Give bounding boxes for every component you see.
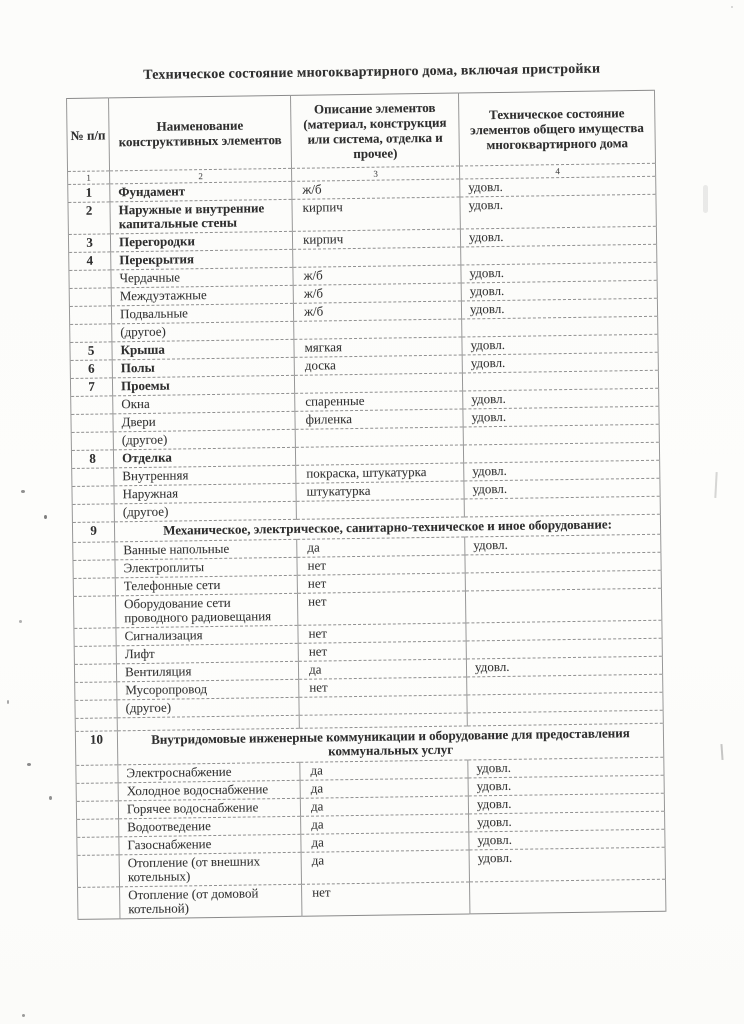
element-name-cell: Отопление (от внешних котельных) — [119, 852, 301, 887]
row-number-cell: 2 — [68, 202, 110, 235]
element-name-cell: Двери — [113, 411, 295, 432]
row-number-cell: 10 — [75, 731, 117, 766]
row-number-cell — [74, 646, 116, 665]
scan-speck — [44, 515, 47, 519]
element-name-cell: Оборудование сети проводного радиовещания — [115, 593, 297, 628]
description-cell: да — [298, 659, 466, 679]
description-cell — [294, 373, 462, 393]
description-cell: доска — [294, 355, 462, 375]
element-name-cell: Проемы — [112, 375, 294, 396]
header-element-name: Наименование конструктивных элементов — [109, 95, 292, 171]
element-name-cell: Горячее водоснабжение — [118, 798, 300, 819]
row-number-cell: 3 — [68, 234, 110, 253]
column-index: 2 — [110, 168, 292, 184]
row-number-cell — [77, 819, 119, 838]
description-cell: спаренные — [295, 391, 463, 411]
description-cell: нет — [297, 555, 465, 575]
description-cell: нет — [297, 591, 465, 625]
element-name-cell: Крыша — [112, 339, 294, 360]
description-cell: кирпич — [292, 197, 460, 231]
description-cell: да — [300, 778, 468, 798]
element-name-cell: (другое) — [112, 321, 294, 342]
element-name-cell: Водоотведение — [119, 816, 301, 837]
row-number-cell: 5 — [70, 342, 112, 361]
element-name-cell: Перегородки — [110, 231, 292, 252]
condition-cell — [465, 588, 661, 623]
condition-cell — [469, 879, 665, 914]
row-number-cell — [69, 288, 111, 307]
condition-cell: удовл. — [464, 478, 660, 499]
element-name-cell: (другое) — [113, 429, 295, 450]
header-condition: Техническое состояние элементов общего имущества многоквартирного дома — [458, 90, 655, 166]
row-number-cell — [69, 306, 111, 325]
row-number-cell — [73, 560, 115, 579]
condition-cell: удовл. — [461, 262, 657, 283]
condition-cell: удовл. — [469, 829, 665, 850]
condition-cell: удовл. — [460, 226, 656, 247]
element-name-cell: Подвальные — [111, 303, 293, 324]
row-number-cell — [73, 578, 115, 597]
table-row — [78, 879, 666, 919]
condition-cell: удовл. — [461, 280, 657, 301]
element-name-cell: Вентиляция — [116, 661, 298, 682]
scan-speck — [7, 700, 9, 704]
description-cell: нет — [297, 573, 465, 593]
element-name-cell: Перекрытия — [111, 249, 293, 270]
condition-cell: удовл. — [464, 460, 660, 481]
technical-condition-table — [66, 90, 666, 920]
row-number-cell — [70, 324, 112, 343]
description-cell: нет — [302, 882, 470, 916]
row-number-cell: 6 — [70, 360, 112, 379]
row-number-cell: 4 — [69, 252, 111, 271]
description-cell: штукатурка — [296, 481, 464, 501]
element-name-cell: Наружные и внутренние капитальные стены — [110, 199, 292, 234]
row-number-cell — [76, 765, 118, 784]
section-title-cell: Механическое, электрическое, санитарно-техническое и иное оборудование: — [114, 514, 660, 542]
description-cell: ж/б — [293, 301, 461, 321]
scan-speck — [22, 1014, 25, 1017]
condition-cell: удовл. — [460, 176, 656, 197]
row-number-cell — [75, 718, 117, 732]
element-name-cell: Отделка — [113, 447, 295, 468]
condition-cell: удовл. — [466, 656, 662, 677]
description-cell — [295, 427, 463, 447]
header-number: № п/п — [67, 98, 110, 172]
element-name-cell: Ванные напольные — [115, 539, 297, 560]
element-name-cell: Междуэтажные — [111, 285, 293, 306]
element-name-cell: Электроплиты — [115, 557, 297, 578]
document-title: Техническое состояние многоквартирного дома, включая пристройки — [143, 61, 601, 83]
section-title-cell: Внутридомовые инженерные коммуникации и оборудование для предоставления коммунальных услуг — [117, 723, 663, 765]
row-number-cell — [77, 837, 119, 856]
condition-cell: удовл. — [463, 406, 659, 427]
condition-cell: удовл. — [461, 298, 657, 319]
row-number-cell: 8 — [71, 450, 113, 469]
description-cell: да — [301, 832, 469, 852]
element-name-cell: Окна — [113, 393, 295, 414]
condition-cell: удовл. — [469, 811, 665, 832]
table-header-row — [67, 90, 656, 171]
column-index: 3 — [292, 166, 460, 181]
element-name-cell: Лифт — [116, 643, 298, 664]
column-index: 1 — [68, 171, 110, 185]
description-cell: ж/б — [292, 179, 460, 199]
condition-cell: удовл. — [468, 793, 664, 814]
description-cell — [295, 445, 463, 465]
row-number-cell — [74, 628, 116, 647]
condition-cell: удовл. — [460, 194, 656, 229]
row-number-cell — [73, 542, 115, 561]
condition-cell: удовл. — [463, 388, 659, 409]
scan-speck — [27, 763, 31, 766]
row-number-cell — [71, 414, 113, 433]
element-name-cell: Отопление (от домовой котельной) — [120, 884, 302, 919]
element-name-cell: (другое) — [117, 697, 299, 718]
description-cell: ж/б — [293, 265, 461, 285]
row-number-cell — [72, 486, 114, 505]
element-name-cell: Чердачные — [111, 267, 293, 288]
table-body — [68, 176, 666, 919]
description-cell — [296, 499, 464, 519]
element-name-cell: Наружная — [114, 483, 296, 504]
element-name-cell: Телефонные сети — [115, 575, 297, 596]
description-cell — [299, 695, 467, 715]
description-cell: да — [300, 796, 468, 816]
element-name-cell: Электроснабжение — [118, 762, 300, 783]
row-number-cell — [69, 270, 111, 289]
description-cell: да — [301, 814, 469, 834]
row-number-cell — [72, 504, 114, 523]
row-number-cell — [71, 396, 113, 415]
description-cell: ж/б — [293, 283, 461, 303]
row-number-cell — [73, 596, 115, 629]
element-name-cell: (другое) — [114, 501, 296, 522]
row-number-cell: 7 — [70, 378, 112, 397]
row-number-cell — [76, 801, 118, 820]
scan-speck — [19, 620, 22, 623]
description-cell: покраска, штукатурка — [296, 463, 464, 483]
description-cell: нет — [299, 677, 467, 697]
description-cell: кирпич — [292, 229, 460, 249]
row-number-cell — [77, 855, 119, 888]
description-cell: да — [300, 760, 468, 780]
description-cell: да — [297, 537, 465, 557]
scan-speck — [731, 6, 733, 8]
scan-speck — [21, 490, 25, 493]
element-name-cell: Газоснабжение — [119, 834, 301, 855]
row-number-cell: 9 — [72, 522, 114, 543]
element-name-cell: Сигнализация — [116, 625, 298, 646]
element-name-cell: Внутренняя — [114, 465, 296, 486]
element-name-cell: Фундамент — [110, 181, 292, 202]
description-cell — [293, 247, 461, 267]
element-name-cell: Полы — [112, 357, 294, 378]
condition-cell: удовл. — [468, 757, 664, 778]
row-number-cell — [74, 664, 116, 683]
row-number-cell — [76, 783, 118, 802]
description-cell: нет — [298, 641, 466, 661]
scan-speck — [49, 796, 52, 800]
description-cell: нет — [298, 623, 466, 643]
condition-cell: удовл. — [462, 352, 658, 373]
header-description: Описание элементов (материал, конструкция или система, отделка и прочее) — [290, 93, 459, 168]
row-number-cell — [71, 432, 113, 451]
description-cell: мягкая — [294, 337, 462, 357]
row-number-cell — [72, 468, 114, 487]
condition-cell: удовл. — [468, 775, 664, 796]
row-number-cell: 1 — [68, 184, 110, 203]
row-number-cell — [78, 887, 120, 920]
condition-cell: удовл. — [465, 534, 661, 555]
condition-cell: удовл. — [469, 847, 665, 882]
row-number-cell — [75, 700, 117, 719]
scan-smudge — [703, 185, 708, 213]
condition-cell: удовл. — [462, 334, 658, 355]
description-cell: филенка — [295, 409, 463, 429]
row-number-cell — [75, 682, 117, 701]
element-name-cell: Мусоропровод — [117, 679, 299, 700]
element-name-cell: Холодное водоснабжение — [118, 780, 300, 801]
description-cell — [294, 319, 462, 339]
description-cell: да — [301, 850, 469, 884]
column-index: 4 — [460, 163, 656, 179]
